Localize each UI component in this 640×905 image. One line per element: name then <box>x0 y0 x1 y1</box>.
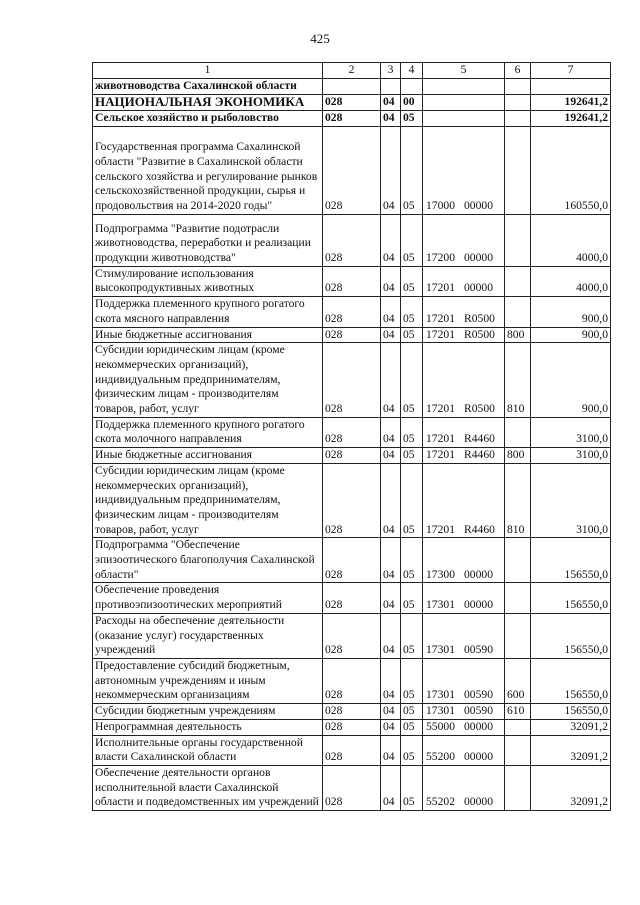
row-cs <box>423 735 505 765</box>
row-sum: 156550,0 <box>531 538 611 583</box>
row-pr: 05 <box>401 613 423 658</box>
row-cs <box>423 266 505 296</box>
row-ved: 028 <box>323 765 381 810</box>
row-cs-direction: R4460 <box>464 522 495 536</box>
row-cs <box>423 613 505 658</box>
row-ved: 028 <box>323 448 381 464</box>
column-header: 2 <box>323 63 381 79</box>
row-name: Иные бюджетные ассигнования <box>93 327 323 343</box>
table-row <box>93 79 611 95</box>
row-cs-program: 17201 <box>426 448 455 462</box>
column-header: 3 <box>381 63 401 79</box>
table-row <box>93 448 611 464</box>
row-cs-direction: 00000 <box>464 719 493 733</box>
row-sum: 192641,2 <box>531 94 611 110</box>
row-cs <box>423 583 505 613</box>
row-rz: 04 <box>381 735 401 765</box>
row-name: животноводства Сахалинской области <box>93 79 323 95</box>
row-cs-program: 17201 <box>426 327 455 341</box>
row-name: Поддержка племенного крупного рогатого скота мясного направления <box>93 297 323 327</box>
row-rz: 04 <box>381 463 401 538</box>
row-pr: 05 <box>401 704 423 720</box>
row-cs-program: 55000 <box>426 719 455 733</box>
row-cs-program: 17201 <box>426 432 455 446</box>
row-rz: 04 <box>381 765 401 810</box>
table-row <box>93 765 611 810</box>
row-sum: 900,0 <box>531 327 611 343</box>
row-ved: 028 <box>323 297 381 327</box>
row-rz: 04 <box>381 297 401 327</box>
row-rz: 04 <box>381 417 401 447</box>
table-row <box>93 538 611 583</box>
row-name: Обеспечение деятельности органов исполнительной власти Сахалинской области и подведомственных им учреждений <box>93 765 323 810</box>
budget-table <box>92 62 611 811</box>
row-rz: 04 <box>381 704 401 720</box>
row-cs-program: 55202 <box>426 795 455 809</box>
row-name: Подпрограмма "Развитие подотрасли животноводства, переработки и реализации продукции животноводства" <box>93 214 323 266</box>
row-cs <box>423 343 505 418</box>
row-cs-direction: R4460 <box>464 448 495 462</box>
row-pr: 05 <box>401 417 423 447</box>
row-pr: 05 <box>401 765 423 810</box>
row-sum: 3100,0 <box>531 448 611 464</box>
row-cs-program: 17300 <box>426 567 455 581</box>
row-name: Субсидии бюджетным учреждениям <box>93 704 323 720</box>
table-body <box>93 79 611 811</box>
row-cs-program: 17201 <box>426 311 455 325</box>
row-cs <box>423 297 505 327</box>
row-rz: 04 <box>381 343 401 418</box>
row-cs-direction: R0500 <box>464 402 495 416</box>
row-name: Стимулирование использования высокопродуктивных животных <box>93 266 323 296</box>
row-ved: 028 <box>323 735 381 765</box>
row-cs <box>423 658 505 703</box>
row-name: Предоставление субсидий бюджетным, автономным учреждениям и иным некоммерческим организациям <box>93 658 323 703</box>
row-ved: 028 <box>323 266 381 296</box>
row-vr <box>505 417 531 447</box>
row-pr: 05 <box>401 448 423 464</box>
row-ved: 028 <box>323 658 381 703</box>
row-ved: 028 <box>323 327 381 343</box>
row-cs-program: 17201 <box>426 522 455 536</box>
row-pr: 05 <box>401 658 423 703</box>
row-rz: 04 <box>381 658 401 703</box>
row-rz: 04 <box>381 214 401 266</box>
row-cs-program: 17301 <box>426 598 455 612</box>
row-vr <box>505 214 531 266</box>
row-ved: 028 <box>323 463 381 538</box>
row-sum: 160550,0 <box>531 126 611 214</box>
row-name: Расходы на обеспечение деятельности (оказание услуг) государственных учреждений <box>93 613 323 658</box>
row-sum: 156550,0 <box>531 658 611 703</box>
row-sum: 32091,2 <box>531 735 611 765</box>
row-cs <box>423 94 505 110</box>
row-vr: 800 <box>505 327 531 343</box>
table-row <box>93 463 611 538</box>
row-cs-direction: 00590 <box>464 643 493 657</box>
row-sum: 156550,0 <box>531 704 611 720</box>
row-pr: 05 <box>401 463 423 538</box>
row-name: НАЦИОНАЛЬНАЯ ЭКОНОМИКА <box>93 94 323 110</box>
row-pr: 05 <box>401 297 423 327</box>
row-vr <box>505 613 531 658</box>
row-ved: 028 <box>323 94 381 110</box>
row-ved: 028 <box>323 613 381 658</box>
column-header: 6 <box>505 63 531 79</box>
row-cs <box>423 110 505 126</box>
table-row <box>93 704 611 720</box>
row-cs <box>423 704 505 720</box>
column-header: 5 <box>423 63 505 79</box>
row-ved: 028 <box>323 538 381 583</box>
row-name: Обеспечение проведения противоэпизоотических мероприятий <box>93 583 323 613</box>
row-name: Иные бюджетные ассигнования <box>93 448 323 464</box>
table-row <box>93 297 611 327</box>
row-rz: 04 <box>381 613 401 658</box>
page-number: 425 <box>310 31 330 46</box>
row-pr: 05 <box>401 327 423 343</box>
row-sum: 4000,0 <box>531 266 611 296</box>
row-cs-direction: R0500 <box>464 327 495 341</box>
row-sum: 3100,0 <box>531 417 611 447</box>
row-rz: 04 <box>381 327 401 343</box>
row-rz <box>381 79 401 95</box>
row-sum: 32091,2 <box>531 765 611 810</box>
row-ved: 028 <box>323 704 381 720</box>
row-cs-direction: 00590 <box>464 688 493 702</box>
row-vr: 810 <box>505 343 531 418</box>
row-rz: 04 <box>381 110 401 126</box>
row-cs-program: 17201 <box>426 402 455 416</box>
row-cs-direction: 00000 <box>464 199 493 212</box>
row-rz: 04 <box>381 719 401 735</box>
row-rz: 04 <box>381 583 401 613</box>
row-vr <box>505 297 531 327</box>
row-ved: 028 <box>323 417 381 447</box>
row-pr: 05 <box>401 126 423 214</box>
row-sum: 4000,0 <box>531 214 611 266</box>
table-row <box>93 214 611 266</box>
row-pr: 05 <box>401 266 423 296</box>
row-ved: 028 <box>323 583 381 613</box>
table-header-row <box>93 63 611 79</box>
row-cs-program: 17201 <box>426 281 455 295</box>
row-cs-program: 17301 <box>426 643 455 657</box>
row-vr <box>505 79 531 95</box>
row-pr: 05 <box>401 538 423 583</box>
row-cs <box>423 719 505 735</box>
row-cs-direction: 00000 <box>464 567 493 581</box>
row-vr <box>505 266 531 296</box>
row-sum: 156550,0 <box>531 583 611 613</box>
row-sum: 900,0 <box>531 297 611 327</box>
row-pr: 05 <box>401 110 423 126</box>
row-cs-program: 17301 <box>426 688 455 702</box>
row-vr <box>505 538 531 583</box>
row-ved: 028 <box>323 719 381 735</box>
row-vr <box>505 126 531 214</box>
row-pr: 05 <box>401 735 423 765</box>
row-cs-program: 17200 <box>426 251 455 264</box>
row-sum <box>531 79 611 95</box>
row-sum: 900,0 <box>531 343 611 418</box>
row-vr: 600 <box>505 658 531 703</box>
row-vr: 810 <box>505 463 531 538</box>
row-vr <box>505 765 531 810</box>
row-cs-program: 55200 <box>426 750 455 764</box>
row-rz: 04 <box>381 538 401 583</box>
row-pr: 05 <box>401 719 423 735</box>
table-row <box>93 658 611 703</box>
row-ved: 028 <box>323 343 381 418</box>
row-cs-program: 17000 <box>426 199 455 212</box>
row-vr <box>505 719 531 735</box>
row-name: Непрограммная деятельность <box>93 719 323 735</box>
row-sum: 32091,2 <box>531 719 611 735</box>
row-cs <box>423 765 505 810</box>
row-cs <box>423 417 505 447</box>
row-name: Подпрограмма "Обеспечение эпизоотического благополучия Сахалинской области" <box>93 538 323 583</box>
row-vr <box>505 735 531 765</box>
row-name: Субсидии юридическим лицам (кроме некоммерческих организаций), индивидуальным предпринимателям, физическим лицам - производителям товаров, работ, услуг <box>93 463 323 538</box>
table-row <box>93 735 611 765</box>
row-cs <box>423 214 505 266</box>
row-vr: 800 <box>505 448 531 464</box>
row-cs-direction: R4460 <box>464 432 495 446</box>
column-header: 4 <box>401 63 423 79</box>
row-name: Исполнительные органы государственной власти Сахалинской области <box>93 735 323 765</box>
column-header: 7 <box>531 63 611 79</box>
row-pr <box>401 79 423 95</box>
row-cs-direction: R0500 <box>464 311 495 325</box>
row-sum: 3100,0 <box>531 463 611 538</box>
row-rz: 04 <box>381 94 401 110</box>
row-cs <box>423 538 505 583</box>
row-rz: 04 <box>381 448 401 464</box>
row-pr: 05 <box>401 583 423 613</box>
row-ved: 028 <box>323 126 381 214</box>
row-vr: 610 <box>505 704 531 720</box>
table-row <box>93 327 611 343</box>
row-cs-direction: 00000 <box>464 750 493 764</box>
column-header: 1 <box>93 63 323 79</box>
row-ved: 028 <box>323 110 381 126</box>
row-cs-direction: 00000 <box>464 795 493 809</box>
row-ved: 028 <box>323 214 381 266</box>
row-sum: 156550,0 <box>531 613 611 658</box>
table-row <box>93 126 611 214</box>
row-name: Субсидии юридическим лицам (кроме некоммерческих организаций), индивидуальным предпринимателям, физическим лицам - производителям товаров, работ, услуг <box>93 343 323 418</box>
row-name: Сельское хозяйство и рыболовство <box>93 110 323 126</box>
row-vr <box>505 94 531 110</box>
row-pr: 05 <box>401 214 423 266</box>
row-cs-program: 17301 <box>426 704 455 718</box>
row-cs <box>423 126 505 214</box>
row-ved <box>323 79 381 95</box>
row-cs <box>423 463 505 538</box>
row-cs <box>423 327 505 343</box>
table-row <box>93 417 611 447</box>
row-name: Поддержка племенного крупного рогатого скота молочного направления <box>93 417 323 447</box>
table-row <box>93 583 611 613</box>
row-cs-direction: 00000 <box>464 251 493 264</box>
row-cs <box>423 448 505 464</box>
row-vr <box>505 110 531 126</box>
table-row <box>93 266 611 296</box>
table-row <box>93 613 611 658</box>
row-cs <box>423 79 505 95</box>
row-sum: 192641,2 <box>531 110 611 126</box>
row-rz: 04 <box>381 266 401 296</box>
table-row <box>93 719 611 735</box>
row-cs-direction: 00000 <box>464 598 493 612</box>
table-row <box>93 110 611 126</box>
row-rz: 04 <box>381 126 401 214</box>
row-cs-direction: 00000 <box>464 281 493 295</box>
row-name: Государственная программа Сахалинской области "Развитие в Сахалинской области сельского хозяйства и регулирование рынков сельскохозяйственной продукции, сырья и продовольствия на 2014-2020 годы" <box>93 126 323 214</box>
table-row <box>93 343 611 418</box>
table-row <box>93 94 611 110</box>
row-pr: 05 <box>401 343 423 418</box>
row-pr: 00 <box>401 94 423 110</box>
row-cs-direction: 00590 <box>464 704 493 718</box>
row-vr <box>505 583 531 613</box>
